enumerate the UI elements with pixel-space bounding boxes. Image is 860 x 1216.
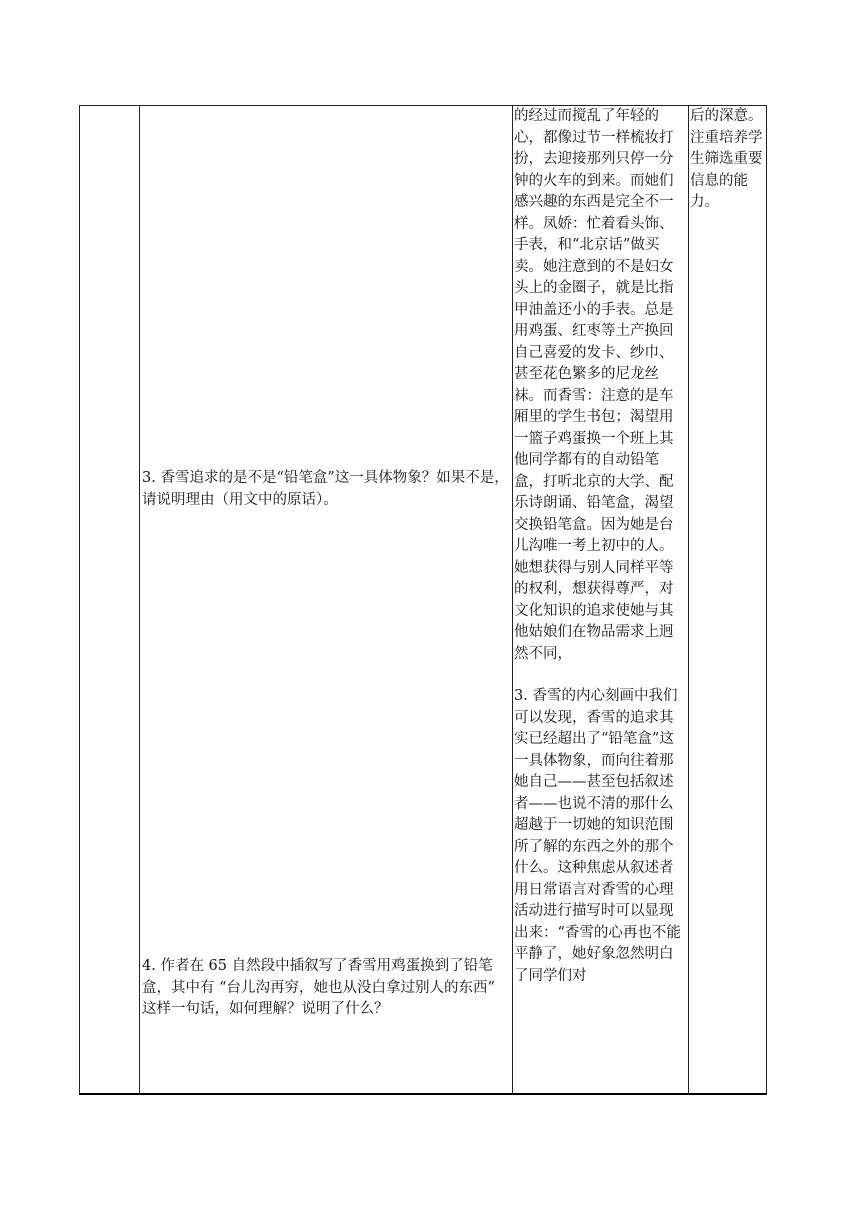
answer-3: 3. 香雪的内心刻画中我们可以发现，香雪的追求其实已经超出了“铅笔盒”这一具体物象，而向往着那她自己——甚至包括叙述者——也说不清的那什么超越于一切她的知识范围所了解的东西之外的那个什么。这种焦虑从叙述者用日常语言对香雪的心理活动进行描写时可以显现出来：“香雪的心再也不能平静了，她好象忽然明白了同学们对: [514, 688, 681, 984]
question-3: 3. 香雪追求的是不是“铅笔盒”这一具体物象？如果不是，请说明理由（用文中的原话）。: [142, 470, 509, 508]
answer-continued: 的经过而搅乱了年轻的心，都像过节一样梳妆打扮，去迎接那列只停一分钟的火车的到来。而她们感兴趣的东西是完全不一样。凤娇：忙着看头饰、手表，和“北京话”做买卖。她注意到的不是妇女头上的金圈子，就是比指甲油盖还小的手表。总是用鸡蛋、红枣等土产换回自己喜爱的发卡、纱巾、甚至花色繁多的尼龙丝袜。而香雪：注意的是车厢里的学生书包；渴望用一篮子鸡蛋换一个班上其他同学都有的自动铅笔盒，打听北京的大学、配乐诗朗诵、铅笔盒，渴望交换铅笔盒。因为她是台儿沟唯一考上初中的人。她想获得与别人同样平等的权利，想获得尊严，对文化知识的追求使她与其他姑娘们在物品需求上迥然不同，: [514, 108, 674, 662]
lesson-plan-table: [79, 105, 767, 1095]
stage-cell: [80, 106, 140, 1094]
table-row: [80, 106, 767, 1094]
design-intent-cell: 后的深意。注重培养学生筛选重要信息的能力。: [689, 106, 767, 1094]
questions-cell: [140, 106, 513, 1094]
answers-cell: [513, 106, 689, 1094]
question-4: 4. 作者在 65 自然段中插叙写了香雪用鸡蛋换到了铅笔盒，其中有 “台儿沟再穷，她也从没白拿过别人的东西” 这样一句话，如何理解？说明了什么？: [142, 958, 495, 1017]
